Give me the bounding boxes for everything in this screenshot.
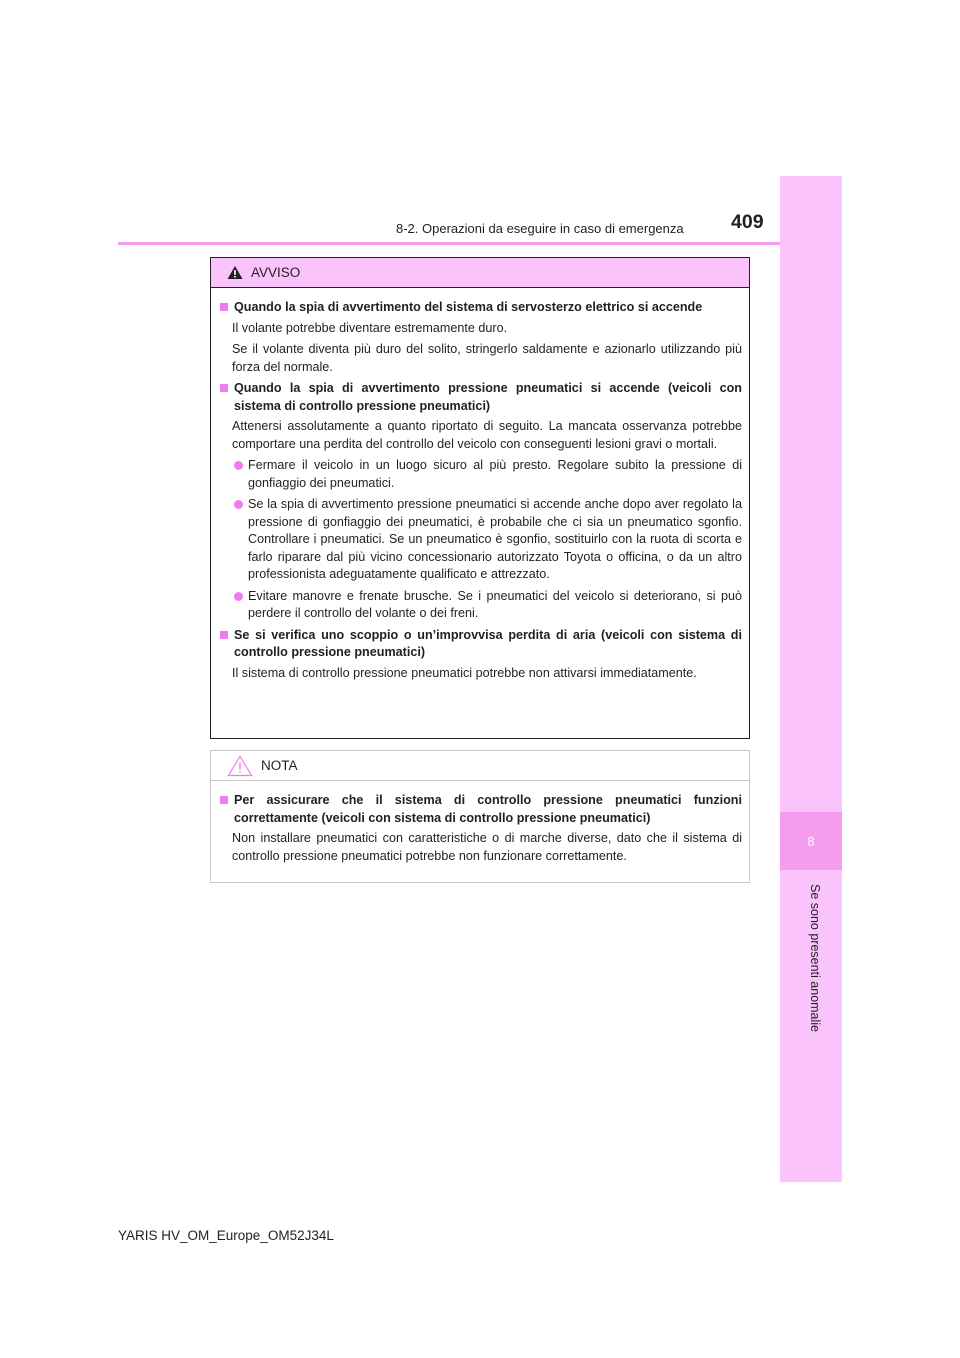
square-bullet-icon	[220, 796, 228, 804]
section-title: 8-2. Operazioni da eseguire in caso di emergenza	[396, 221, 684, 236]
square-bullet-icon	[220, 303, 228, 311]
page-number: 409	[731, 211, 764, 233]
chapter-number: 8	[780, 812, 842, 870]
bullet-text: Evitare manovre e frenate brusche. Se i pneumatici del veicolo si deteriorano, si può perdere il controllo del volante o dei freni.	[248, 588, 742, 620]
round-bullet-icon	[234, 461, 243, 470]
note-box	[210, 750, 750, 883]
warning-item-text: Il volante potrebbe diventare estremamente duro.	[232, 320, 508, 335]
bullet-text: Se la spia di avvertimento pressione pneumatici si accende anche dopo aver regolato la pressione di gonfiaggio dei pneumatici, è probabile che ci sia un pneumatico sgonfio. Controllare i pneumatici. Se un pneumatico è sgonfio, sostituirlo con la ruota di scorta e farlo riparare dal più vicino concessionario autorizzato Toyota o officina, o da un altro professionista adeguatamente qualificato e attrezzato.	[248, 497, 742, 581]
warning-item-text: Il sistema di controllo pressione pneumatici potrebbe non attivarsi immediatamente.	[232, 665, 697, 680]
caution-triangle-icon	[227, 755, 253, 777]
warning-header	[211, 258, 749, 288]
warning-box	[210, 257, 750, 739]
round-bullet-icon	[234, 592, 243, 601]
note-title: NOTA	[261, 758, 298, 773]
chapter-title: Se sono presenti anomalie	[808, 884, 822, 1033]
note-item	[219, 792, 742, 865]
bullet-text: Fermare il veicolo in un luogo sicuro al più presto. Regolare subito la pressione di gonfiaggio dei pneumatici.	[248, 458, 742, 490]
square-bullet-icon	[220, 631, 228, 639]
round-bullet-icon	[234, 500, 243, 509]
list-item	[219, 457, 742, 492]
note-item-text: Non installare pneumatici con caratteristiche o di marche diverse, dato che il sistema di controllo pressione pneumatici potrebbe non funzionare correttamente.	[232, 831, 742, 863]
header-rule	[118, 242, 780, 245]
list-item	[219, 496, 742, 584]
warning-triangle-icon	[227, 265, 243, 280]
square-bullet-icon	[220, 384, 228, 392]
warning-item	[219, 299, 742, 376]
warning-title: AVVISO	[251, 265, 301, 280]
warning-item	[219, 380, 742, 623]
footer-document-id: YARIS HV_OM_Europe_OM52J34L	[118, 1228, 334, 1243]
note-header	[211, 751, 749, 781]
warning-item-title: Quando la spia di avvertimento pressione pneumatici si accende (veicoli con sistema di controllo pressione pneumatici)	[234, 381, 742, 413]
warning-item-title: Se si verifica uno scoppio o un’improvvisa perdita di aria (veicoli con sistema di controllo pressione pneumatici)	[234, 627, 742, 659]
warning-item	[219, 627, 742, 683]
warning-item-title: Quando la spia di avvertimento del sistema di servosterzo elettrico si accende	[234, 300, 703, 314]
list-item	[219, 588, 742, 623]
note-item-title: Per assicurare che il sistema di controllo pressione pneumatici funzioni correttamente (veicoli con sistema di controllo pressione pneumatici)	[234, 793, 742, 825]
warning-item-text: Attenersi assolutamente a quanto riportato di seguito. La mancata osservanza potrebbe comportare una perdita del controllo del veicolo con conseguenti lesioni gravi o mortali.	[232, 419, 742, 451]
warning-item-text: Se il volante diventa più duro del solito, stringerlo saldamente e azionarlo utilizzando più forza del normale.	[232, 342, 742, 374]
